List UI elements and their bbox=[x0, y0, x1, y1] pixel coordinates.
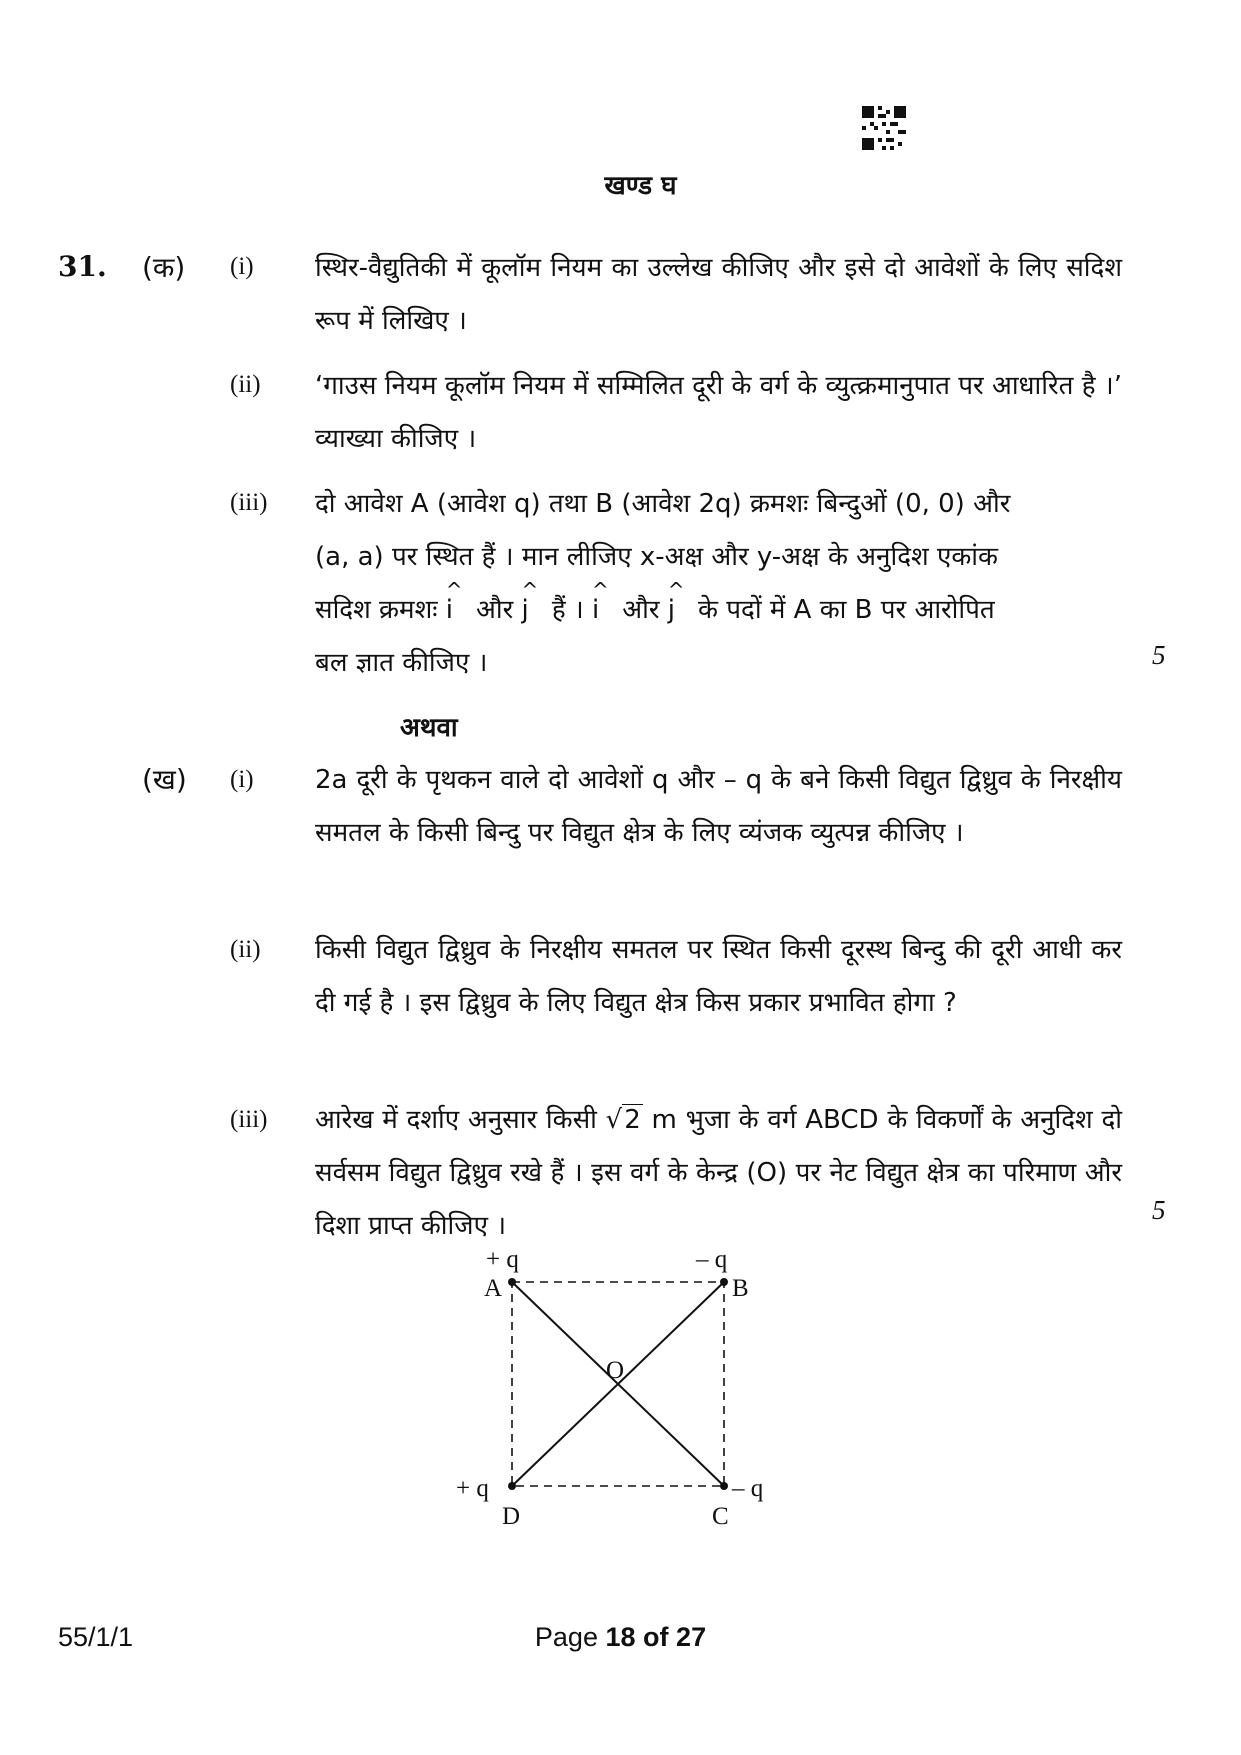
part-b-item-2-text: किसी विद्युत द्विध्रुव के निरक्षीय समतल पर स्थित किसी दूरस्थ बिन्दु की दूरी आधी कर दी गई है । इस द्विध्रुव के लिए विद्युत क्षेत्र किस प्रकार प्रभावित होगा ? bbox=[315, 935, 1122, 1018]
line-3-segment: के पदों में A का B पर आरोपित bbox=[698, 595, 995, 625]
sqrt-sign: √ bbox=[605, 1105, 623, 1135]
item-3-segment: अनुदिश दो सर्वसम विद्युत द्विध्रुव रखे हैं । इस वर्ग के केन्द्र (O) पर नेट विद्युत क्षेत्र का परिमाण और दिशा प्राप्त कीजिए । bbox=[315, 1105, 1123, 1241]
unit-i: i bbox=[592, 595, 600, 625]
part-b-item-2-label: (ii) bbox=[230, 936, 261, 963]
page-of: of bbox=[643, 1622, 669, 1652]
charge-b-label: – q bbox=[696, 1252, 728, 1273]
part-a-marks: 5 bbox=[1152, 640, 1166, 670]
point-a bbox=[508, 1278, 516, 1286]
unit-vector-j bbox=[667, 578, 690, 637]
line-3-segment: सदिश क्रमशः bbox=[315, 595, 438, 625]
charge-a-label: + q bbox=[486, 1252, 519, 1273]
part-a-label: (क) bbox=[142, 251, 186, 284]
page-number bbox=[0, 1622, 1241, 1653]
page-total: 27 bbox=[676, 1622, 707, 1652]
part-a-item-3-line-2: (a, a) पर स्थित हैं । मान लीजिए x-अक्ष और y-अक्ष के अनुदिश एकांक bbox=[315, 542, 999, 572]
part-a-item-3-line-4: बल ज्ञात कीजिए । bbox=[315, 648, 488, 678]
square-dipole-diagram bbox=[440, 1252, 800, 1552]
hat-symbol: ^ bbox=[445, 578, 463, 602]
unit-i: i bbox=[445, 595, 454, 625]
vertex-c-label: C bbox=[712, 1503, 729, 1530]
item-3-segment: आरेख में दर्शाए अनुसार किसी bbox=[315, 1105, 597, 1135]
or-label: अथवा bbox=[400, 713, 458, 743]
hat-symbol: ^ bbox=[521, 578, 539, 602]
part-a-item-2-text: ‘गाउस नियम कूलॉम नियम में सम्मिलित दूरी के वर्ग के व्युत्क्रमानुपात पर आधारित है ।’ व्याख्या कीजिए । bbox=[315, 371, 1122, 454]
part-b-item-1-label: (i) bbox=[230, 766, 254, 793]
part-a-item-1-text: स्थिर-वैद्युतिकी में कूलॉम नियम का उल्लेख कीजिए और इसे दो आवेशों के लिए सदिश रूप में लिखिए । bbox=[315, 253, 1122, 336]
point-d bbox=[508, 1482, 516, 1490]
part-b-item-3-text bbox=[315, 1094, 1122, 1253]
vertex-d-label: D bbox=[502, 1503, 521, 1530]
vertex-b-label: B bbox=[732, 1275, 749, 1302]
part-a-item-3-label: (iii) bbox=[230, 489, 268, 516]
charge-d-label: + q bbox=[456, 1475, 489, 1502]
hat-symbol: ^ bbox=[592, 578, 609, 602]
part-a-item-2-label: (ii) bbox=[230, 371, 261, 398]
center-label: O bbox=[606, 1357, 625, 1384]
paper-code: 55/1/1 bbox=[58, 1622, 134, 1652]
part-a-item-3-line-3 bbox=[315, 578, 1122, 637]
question-number: 31. bbox=[58, 250, 107, 283]
part-a-item-1-label: (i) bbox=[230, 253, 254, 280]
charge-c-label: – q bbox=[732, 1475, 764, 1502]
part-b-item-1-text: 2a दूरी के पृथकन वाले दो आवेशों q और – q के बने किसी विद्युत द्विध्रुव के निरक्षीय समतल के किसी बिन्दु पर विद्युत क्षेत्र के लिए व्यंजक व्युत्पन्न कीजिए । bbox=[315, 765, 1122, 848]
line-3-segment: और bbox=[622, 595, 660, 625]
part-a-item-3-line-1: दो आवेश A (आवेश q) तथा B (आवेश 2q) क्रमशः बिन्दुओं (0, 0) और bbox=[315, 489, 1011, 519]
vertex-a-label: A bbox=[484, 1275, 503, 1302]
page-current: 18 bbox=[605, 1622, 636, 1652]
part-b-label: (ख) bbox=[142, 763, 187, 796]
point-c bbox=[720, 1482, 728, 1490]
part-a-item-3-text bbox=[315, 478, 1122, 690]
line-3-segment: हैं । bbox=[551, 595, 584, 625]
point-b bbox=[720, 1278, 728, 1286]
unit-vector-i bbox=[445, 578, 468, 637]
part-b-item-3-label: (iii) bbox=[230, 1106, 268, 1133]
line-3-segment: और bbox=[476, 595, 514, 625]
qr-code-icon bbox=[862, 106, 906, 150]
unit-vector-j bbox=[521, 578, 544, 637]
sqrt-value: 2 bbox=[624, 1105, 641, 1135]
part-b-marks: 5 bbox=[1152, 1195, 1166, 1225]
section-title: खण्ड घ bbox=[604, 171, 677, 201]
page-prefix: Page bbox=[534, 1622, 598, 1652]
item-3-segment: m भुजा के वर्ग ABCD के विकर्णों के bbox=[651, 1105, 1012, 1135]
hat-symbol: ^ bbox=[667, 578, 685, 602]
sqrt-expression bbox=[606, 1104, 643, 1135]
unit-vector-i bbox=[592, 578, 614, 637]
unit-j: j bbox=[667, 595, 676, 625]
unit-j: j bbox=[521, 595, 529, 625]
